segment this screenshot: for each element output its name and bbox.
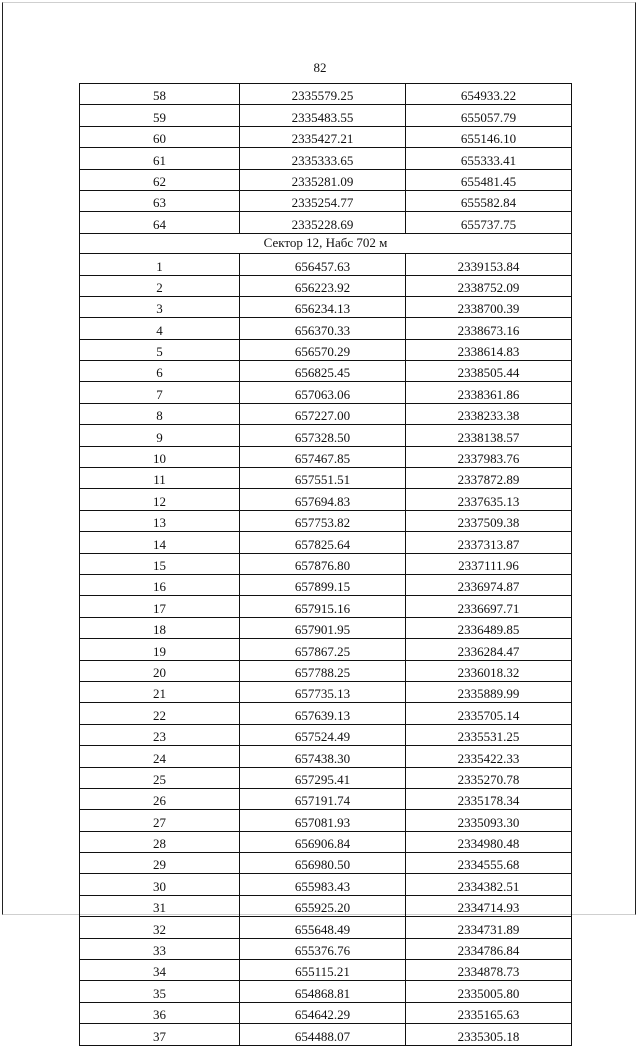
coordinate-cell: 656223.92 [240, 275, 406, 296]
point-number-cell: 20 [80, 660, 240, 681]
table-row [80, 275, 572, 296]
point-number-cell: 24 [80, 746, 240, 767]
coordinate-cell: 2335305.18 [406, 1024, 572, 1045]
point-number-cell: 11 [80, 468, 240, 489]
table-row [80, 895, 572, 916]
table-row [80, 981, 572, 1002]
point-number-cell: 13 [80, 510, 240, 531]
coordinate-cell: 656457.63 [240, 254, 406, 275]
point-number-cell: 37 [80, 1024, 240, 1045]
point-number-cell: 2 [80, 275, 240, 296]
coordinate-cell: 657753.82 [240, 510, 406, 531]
table-row [80, 788, 572, 809]
coordinate-cell: 654868.81 [240, 981, 406, 1002]
coordinate-cell: 2337983.76 [406, 446, 572, 467]
sector-title: Сектор 12, Набс 702 м [80, 233, 572, 253]
coordinate-cell: 655057.79 [406, 105, 572, 126]
coordinate-cell: 657788.25 [240, 660, 406, 681]
table-row [80, 126, 572, 147]
coordinate-cell: 655333.41 [406, 148, 572, 169]
table-row [80, 425, 572, 446]
sector-header-body [80, 233, 572, 253]
table-row [80, 1002, 572, 1023]
coordinate-cell: 657825.64 [240, 532, 406, 553]
coordinate-cell: 655376.76 [240, 938, 406, 959]
coordinate-cell: 2335228.69 [240, 212, 406, 233]
coordinate-cell: 654488.07 [240, 1024, 406, 1045]
table-row [80, 489, 572, 510]
coordinate-cell: 2335178.34 [406, 788, 572, 809]
coordinate-cell: 2339153.84 [406, 254, 572, 275]
coordinate-cell: 655481.45 [406, 169, 572, 190]
table-row [80, 532, 572, 553]
point-number-cell: 14 [80, 532, 240, 553]
table-row [80, 960, 572, 981]
point-number-cell: 60 [80, 126, 240, 147]
point-number-cell: 9 [80, 425, 240, 446]
table-row [80, 105, 572, 126]
table-row [80, 254, 572, 275]
table-row [80, 853, 572, 874]
coordinate-cell: 657191.74 [240, 788, 406, 809]
coordinate-cell: 657524.49 [240, 724, 406, 745]
coordinate-cell: 2338752.09 [406, 275, 572, 296]
table-body-after [80, 254, 572, 1045]
coordinate-cell: 656570.29 [240, 339, 406, 360]
coordinate-cell: 2335005.80 [406, 981, 572, 1002]
coordinate-cell: 2335483.55 [240, 105, 406, 126]
coordinate-cell: 2336489.85 [406, 617, 572, 638]
table-row [80, 810, 572, 831]
point-number-cell: 31 [80, 895, 240, 916]
coordinate-cell: 2335531.25 [406, 724, 572, 745]
coordinate-cell: 657694.83 [240, 489, 406, 510]
coordinate-cell: 2335422.33 [406, 746, 572, 767]
coordinate-cell: 2337872.89 [406, 468, 572, 489]
point-number-cell: 5 [80, 339, 240, 360]
point-number-cell: 36 [80, 1002, 240, 1023]
point-number-cell: 1 [80, 254, 240, 275]
coordinate-cell: 657438.30 [240, 746, 406, 767]
point-number-cell: 10 [80, 446, 240, 467]
coordinate-cell: 657867.25 [240, 639, 406, 660]
point-number-cell: 18 [80, 617, 240, 638]
coordinate-cell: 656234.13 [240, 296, 406, 317]
coordinate-cell: 2334980.48 [406, 831, 572, 852]
point-number-cell: 63 [80, 190, 240, 211]
table-row [80, 382, 572, 403]
table-row [80, 169, 572, 190]
coordinate-cell: 2337635.13 [406, 489, 572, 510]
coordinate-cell: 2335427.21 [240, 126, 406, 147]
point-number-cell: 59 [80, 105, 240, 126]
coordinate-cell: 2334786.84 [406, 938, 572, 959]
table-row [80, 938, 572, 959]
coordinates-table [79, 83, 572, 1046]
coordinate-cell: 657227.00 [240, 403, 406, 424]
table-row [80, 596, 572, 617]
point-number-cell: 8 [80, 403, 240, 424]
table-row [80, 361, 572, 382]
table-row [80, 296, 572, 317]
point-number-cell: 4 [80, 318, 240, 339]
coordinate-cell: 655115.21 [240, 960, 406, 981]
table-row [80, 339, 572, 360]
point-number-cell: 15 [80, 553, 240, 574]
coordinate-cell: 2336974.87 [406, 574, 572, 595]
coordinate-cell: 657639.13 [240, 703, 406, 724]
table-row [80, 874, 572, 895]
table-row [80, 84, 572, 105]
point-number-cell: 29 [80, 853, 240, 874]
coordinate-cell: 2334878.73 [406, 960, 572, 981]
coordinate-cell: 2338505.44 [406, 361, 572, 382]
coordinate-cell: 655648.49 [240, 917, 406, 938]
point-number-cell: 21 [80, 681, 240, 702]
coordinate-cell: 2335093.30 [406, 810, 572, 831]
coordinate-cell: 657063.06 [240, 382, 406, 403]
table-row [80, 446, 572, 467]
coordinate-cell: 656980.50 [240, 853, 406, 874]
coordinate-cell: 655582.84 [406, 190, 572, 211]
coordinate-cell: 2335254.77 [240, 190, 406, 211]
coordinate-cell: 654642.29 [240, 1002, 406, 1023]
coordinate-cell: 2338361.86 [406, 382, 572, 403]
coordinate-cell: 2337313.87 [406, 532, 572, 553]
coordinate-cell: 657081.93 [240, 810, 406, 831]
table-row [80, 553, 572, 574]
table-row [80, 190, 572, 211]
coordinate-cell: 655925.20 [240, 895, 406, 916]
table-row [80, 212, 572, 233]
point-number-cell: 17 [80, 596, 240, 617]
coordinate-cell: 2338673.16 [406, 318, 572, 339]
table-row [80, 510, 572, 531]
point-number-cell: 28 [80, 831, 240, 852]
table-row [80, 767, 572, 788]
table-row [80, 148, 572, 169]
point-number-cell: 27 [80, 810, 240, 831]
coordinate-cell: 657467.85 [240, 446, 406, 467]
coordinate-cell: 2335281.09 [240, 169, 406, 190]
point-number-cell: 34 [80, 960, 240, 981]
coordinate-cell: 2336697.71 [406, 596, 572, 617]
table-row [80, 724, 572, 745]
coordinate-cell: 2338614.83 [406, 339, 572, 360]
point-number-cell: 61 [80, 148, 240, 169]
point-number-cell: 62 [80, 169, 240, 190]
coordinate-cell: 2338138.57 [406, 425, 572, 446]
sector-header-row [80, 233, 572, 253]
table-row [80, 917, 572, 938]
coordinate-cell: 656370.33 [240, 318, 406, 339]
point-number-cell: 23 [80, 724, 240, 745]
table-row [80, 468, 572, 489]
coordinate-cell: 2336018.32 [406, 660, 572, 681]
coordinate-cell: 2335165.63 [406, 1002, 572, 1023]
coordinate-cell: 2334714.93 [406, 895, 572, 916]
coordinate-cell: 657876.80 [240, 553, 406, 574]
coordinate-cell: 655737.75 [406, 212, 572, 233]
coordinate-cell: 657735.13 [240, 681, 406, 702]
coordinate-cell: 2338233.38 [406, 403, 572, 424]
coordinate-cell: 2334555.68 [406, 853, 572, 874]
table-row [80, 574, 572, 595]
point-number-cell: 16 [80, 574, 240, 595]
coordinate-cell: 657328.50 [240, 425, 406, 446]
table-row [80, 318, 572, 339]
point-number-cell: 3 [80, 296, 240, 317]
point-number-cell: 32 [80, 917, 240, 938]
point-number-cell: 22 [80, 703, 240, 724]
coordinate-cell: 2334731.89 [406, 917, 572, 938]
coordinate-cell: 656825.45 [240, 361, 406, 382]
table-row [80, 746, 572, 767]
coordinate-cell: 2335333.65 [240, 148, 406, 169]
coordinate-cell: 2338700.39 [406, 296, 572, 317]
coordinate-cell: 656906.84 [240, 831, 406, 852]
coordinate-cell: 2335579.25 [240, 84, 406, 105]
point-number-cell: 25 [80, 767, 240, 788]
point-number-cell: 58 [80, 84, 240, 105]
table-row [80, 660, 572, 681]
point-number-cell: 35 [80, 981, 240, 1002]
coordinate-cell: 655146.10 [406, 126, 572, 147]
table-body-before [80, 84, 572, 234]
coordinate-cell: 654933.22 [406, 84, 572, 105]
table-row [80, 831, 572, 852]
coordinate-cell: 657295.41 [240, 767, 406, 788]
coordinate-cell: 657901.95 [240, 617, 406, 638]
coordinate-cell: 2337509.38 [406, 510, 572, 531]
point-number-cell: 64 [80, 212, 240, 233]
point-number-cell: 26 [80, 788, 240, 809]
table-row [80, 617, 572, 638]
coordinate-cell: 657899.15 [240, 574, 406, 595]
coordinate-cell: 2335889.99 [406, 681, 572, 702]
coordinate-cell: 657915.16 [240, 596, 406, 617]
coordinate-cell: 2335270.78 [406, 767, 572, 788]
page-number: 82 [313, 60, 327, 75]
table-row [80, 1024, 572, 1045]
coordinate-cell: 655983.43 [240, 874, 406, 895]
table-row [80, 403, 572, 424]
point-number-cell: 30 [80, 874, 240, 895]
point-number-cell: 19 [80, 639, 240, 660]
point-number-cell: 7 [80, 382, 240, 403]
point-number-cell: 33 [80, 938, 240, 959]
table-row [80, 681, 572, 702]
point-number-cell: 6 [80, 361, 240, 382]
table-row [80, 639, 572, 660]
coordinate-cell: 2337111.96 [406, 553, 572, 574]
coordinate-cell: 2335705.14 [406, 703, 572, 724]
point-number-cell: 12 [80, 489, 240, 510]
coordinate-cell: 657551.51 [240, 468, 406, 489]
coordinate-cell: 2334382.51 [406, 874, 572, 895]
table-row [80, 703, 572, 724]
coordinate-cell: 2336284.47 [406, 639, 572, 660]
